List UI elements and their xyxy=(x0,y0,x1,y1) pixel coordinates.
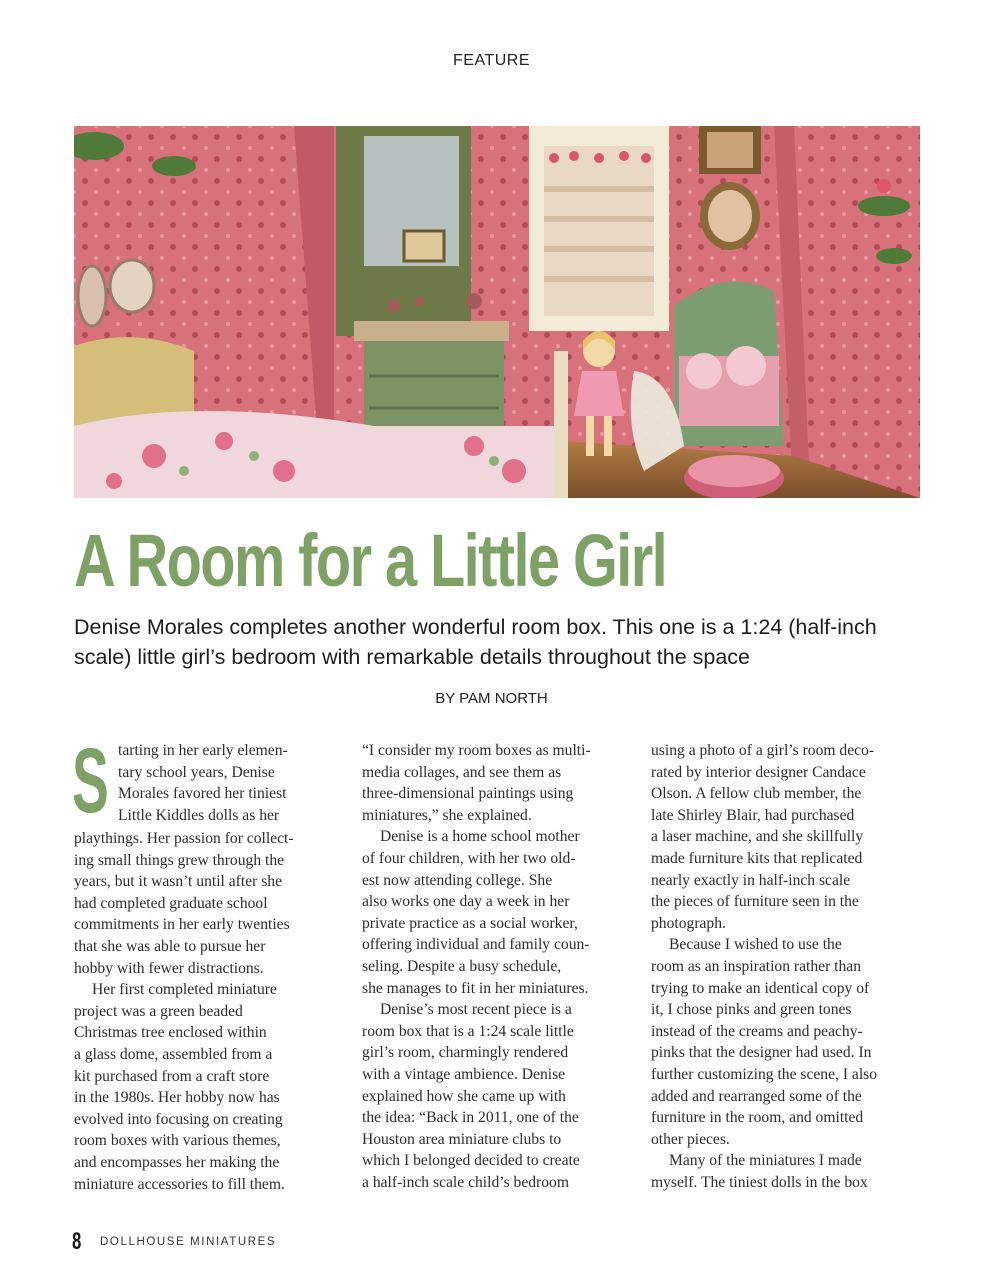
text-line: Morales favored her tiniest xyxy=(118,785,287,803)
text-line: rated by interior designer Candace xyxy=(651,763,866,781)
text-line: room boxes with various themes, xyxy=(74,1132,281,1150)
text-line: Denise’s most recent piece is a xyxy=(380,1001,572,1019)
text-line: years, but it wasn’t until after she xyxy=(74,873,283,891)
paragraph xyxy=(362,826,624,999)
text-line: Denise is a home school mother xyxy=(380,828,580,846)
text-line: she manages to fit in her miniatures. xyxy=(362,979,589,997)
text-line: Christmas tree enclosed within xyxy=(74,1024,267,1042)
text-line: of four children, with her two old- xyxy=(362,849,576,867)
text-line: Her first completed miniature xyxy=(92,981,277,999)
text-line: instead of the creams and peachy- xyxy=(651,1022,863,1040)
text-line: and encompasses her making the xyxy=(74,1153,280,1171)
article-deck: Denise Morales completes another wonderful room box. This one is a 1:24 (half-inch scale) little girl’s bedroom with remarkable details throughout the space xyxy=(74,615,877,669)
byline: BY PAM NORTH xyxy=(435,690,548,707)
text-line: est now attending college. She xyxy=(362,871,553,889)
text-line: Houston area miniature clubs to xyxy=(362,1130,562,1148)
paragraph xyxy=(362,740,624,826)
publication-name: DOLLHOUSE MINIATURES xyxy=(100,1236,277,1248)
text-line: miniatures,” she explained. xyxy=(362,806,532,824)
text-line: nearly exactly in half-inch scale xyxy=(651,871,851,889)
column-3 xyxy=(651,740,913,1193)
text-line: Because I wished to use the xyxy=(669,936,842,954)
text-line: the idea: “Back in 2011, one of the xyxy=(362,1109,579,1127)
section-label: FEATURE xyxy=(453,52,530,69)
text-line: room box that is a 1:24 scale little xyxy=(362,1022,574,1040)
text-line: ing small things grew through the xyxy=(74,851,285,869)
text-line: other pieces. xyxy=(651,1130,730,1148)
text-line: room as an inspiration rather than xyxy=(651,957,862,975)
text-line: furniture in the room, and omitted xyxy=(651,1109,864,1127)
text-line: added and rearranged some of the xyxy=(651,1087,862,1105)
text-line: also works one day a week in her xyxy=(362,893,570,911)
paragraph xyxy=(651,1150,913,1193)
column-1 xyxy=(72,730,336,1195)
text-line: using a photo of a girl’s room deco- xyxy=(651,742,875,759)
text-line: pinks that the designer had used. In xyxy=(651,1044,872,1062)
text-line: which I belonged decided to create xyxy=(362,1152,580,1170)
text-line: Many of the miniatures I made xyxy=(669,1152,862,1170)
text-line: made furniture kits that replicated xyxy=(651,849,863,867)
paragraph xyxy=(362,999,624,1193)
text-line: tary school years, Denise xyxy=(118,763,275,781)
paragraph xyxy=(74,979,336,1195)
text-line: had completed graduate school xyxy=(74,894,268,912)
text-line: Little Kiddles dolls as her xyxy=(118,806,280,824)
text-line: seling. Despite a busy schedule, xyxy=(362,957,562,975)
text-line: myself. The tiniest dolls in the box xyxy=(651,1173,868,1191)
text-line: girl’s room, charmingly rendered xyxy=(362,1044,569,1062)
text-line: that she was able to pursue her xyxy=(74,937,266,955)
text-line: a laser machine, and she skillfully xyxy=(651,828,864,846)
text-line: with a vintage ambience. Denise xyxy=(362,1065,566,1083)
page-number: 8 xyxy=(72,1228,82,1255)
text-line: a glass dome, assembled from a xyxy=(74,1045,273,1063)
text-line: hobby with fewer distractions. xyxy=(74,959,264,977)
room-box-illustration xyxy=(74,126,920,498)
text-line: tarting in her early elemen- xyxy=(118,742,288,759)
hero-photo xyxy=(74,126,920,498)
text-line: kit purchased from a craft store xyxy=(74,1067,270,1085)
text-line: a half-inch scale child’s bedroom xyxy=(362,1173,569,1191)
text-line: in the 1980s. Her hobby now has xyxy=(74,1089,280,1107)
text-line: three-dimensional paintings using xyxy=(362,785,574,803)
text-line: “I consider my room boxes as multi- xyxy=(362,742,591,759)
text-line: commitments in her early twenties xyxy=(74,916,290,934)
text-line: private practice as a social worker, xyxy=(362,914,578,932)
text-line: trying to make an identical copy of xyxy=(651,979,870,997)
article-title: A Room for a Little Girl xyxy=(74,519,667,602)
text-line: project was a green beaded xyxy=(74,1002,243,1020)
text-line: Olson. A fellow club member, the xyxy=(651,785,862,803)
text-line: offering individual and family coun- xyxy=(362,936,590,954)
paragraph xyxy=(72,730,336,979)
text-line: playthings. Her passion for collect- xyxy=(74,830,294,847)
text-line: further customizing the scene, I also xyxy=(651,1065,878,1083)
drop-cap: S xyxy=(72,730,109,832)
text-line: explained how she came up with xyxy=(362,1087,566,1105)
text-line: miniature accessories to fill them. xyxy=(74,1175,285,1193)
text-line: it, I chose pinks and green tones xyxy=(651,1001,852,1019)
paragraph xyxy=(651,740,913,934)
paragraph xyxy=(651,934,913,1150)
text-line: late Shirley Blair, had purchased xyxy=(651,806,855,824)
text-line: photograph. xyxy=(651,914,726,932)
text-line: the pieces of furniture seen in the xyxy=(651,893,859,911)
text-line: media collages, and see them as xyxy=(362,763,562,781)
column-2 xyxy=(362,740,624,1193)
text-line: evolved into focusing on creating xyxy=(74,1110,283,1128)
